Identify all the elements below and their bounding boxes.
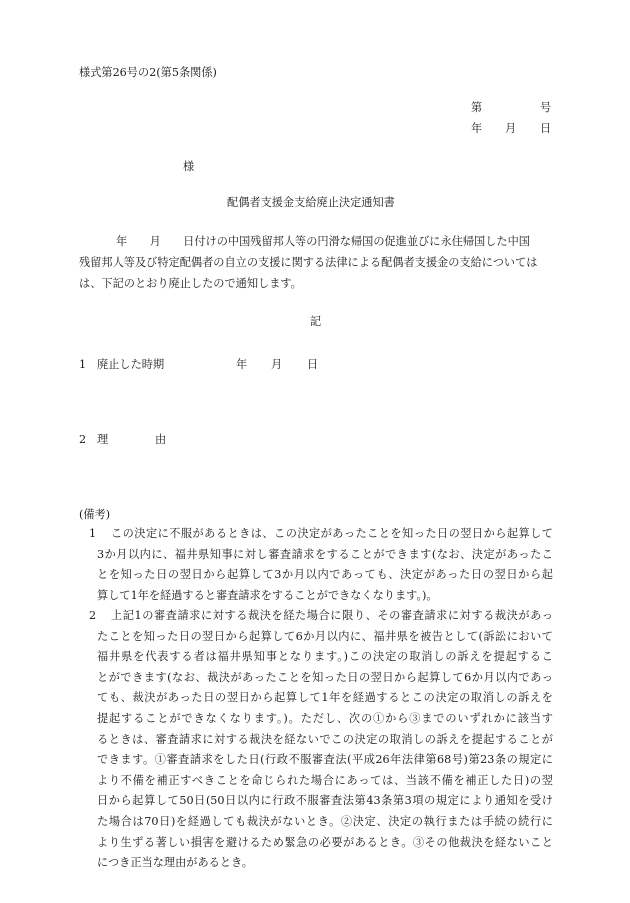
number-suffix: 号: [540, 101, 552, 114]
note1-line: 3か月以内に、福井県知事に対し審査請求をすることができます(なお、決定があったこ: [97, 547, 553, 561]
note2-line: できます。①審査請求をした日(行政不服審査法(平成26年法律第68号)第23条の規定に: [97, 753, 553, 767]
ki-marker: 記: [310, 315, 322, 328]
note1-line: この決定に不服があるときは、この決定があったことを知った日の翌日から起算して: [111, 527, 553, 540]
document-title: 配偶者支援金支給廃止決定通知書: [227, 196, 395, 209]
body-line-3: は、下記のとおり廃止したので通知します。: [79, 277, 302, 290]
item1-year: 年: [236, 358, 248, 371]
date-year: 年: [471, 122, 483, 135]
body-line-2: 残留邦人等及び特定配偶者の自立の支援に関する法律による配偶者支援金の支給については: [79, 256, 538, 269]
item1-label: 廃止した時期: [97, 358, 165, 371]
note1-text: [97, 524, 553, 606]
number-prefix: 第: [471, 101, 483, 114]
date-month: 月: [505, 122, 517, 135]
note2-text: [97, 606, 553, 874]
item1-number: 1: [79, 358, 87, 371]
item2-number: 2: [79, 433, 87, 446]
note1-line: とを知った日の翌日から起算して3か月以内であっても、決定があった日の翌日から起: [97, 568, 553, 582]
note2-line: た場合は70日)を経過しても裁決がないとき。②決定、決定の執行または手続の続行に: [97, 814, 553, 828]
note2-line: より不備を補正すべきことを命じられた場合にあっては、当該不備を補正した日)の翌: [97, 773, 553, 787]
form-identifier: 様式第26号の2(第5条関係): [79, 66, 217, 79]
note1-number: 1: [89, 527, 97, 540]
note2-line: 福井県を代表する者は福井県知事となります。)この決定の取消しの訴えを提起するこ: [97, 650, 553, 664]
note2-number: 2: [89, 609, 97, 622]
note2-line: 日から起算して50日(50日以内に行政不服審査法第43条第3項の規定により通知を受け: [97, 794, 553, 808]
item2-label-a: 理: [97, 433, 109, 446]
remarks-heading: (備考): [79, 508, 111, 521]
note2-line: 上記1の審査請求に対する裁決を経た場合に限り、その審査請求に対する裁決があっ: [111, 609, 553, 622]
item1-day: 日: [307, 358, 319, 371]
note2-line: るときは、審査請求に対する裁決を経ないでこの決定の取消しの訴えを提起することが: [97, 732, 553, 746]
note2-line: とができます(なお、裁決があったことを知った日の翌日から起算して6か月以内であっ: [97, 670, 553, 684]
note2-line: より生ずる著しい損害を避けるため緊急の必要があるとき。③その他裁決を経ないこと: [97, 835, 553, 849]
note2-line: 提起することができなくなります。)。ただし、次の①から③までのいずれかに該当す: [97, 711, 553, 725]
note2-line: たことを知った日の翌日から起算して6か月以内に、福井県を被告として(訴訟において: [97, 629, 553, 643]
item2-label-b: 由: [155, 433, 167, 446]
note2-line: につき正当な理由があるとき。: [97, 856, 253, 870]
note2-line: ても、裁決があった日の翌日から起算して1年を経過するとこの決定の取消しの訴えを: [97, 691, 553, 705]
body-line-1: 年 月 日付けの中国残留邦人等の円滑な帰国の促進並びに永住帰国した中国: [116, 235, 530, 248]
note1-line: 算して1年を経過すると審査請求をすることができなくなります。)。: [97, 588, 438, 602]
item1-month: 月: [271, 358, 283, 371]
addressee-suffix: 様: [183, 160, 195, 173]
date-day: 日: [540, 122, 552, 135]
